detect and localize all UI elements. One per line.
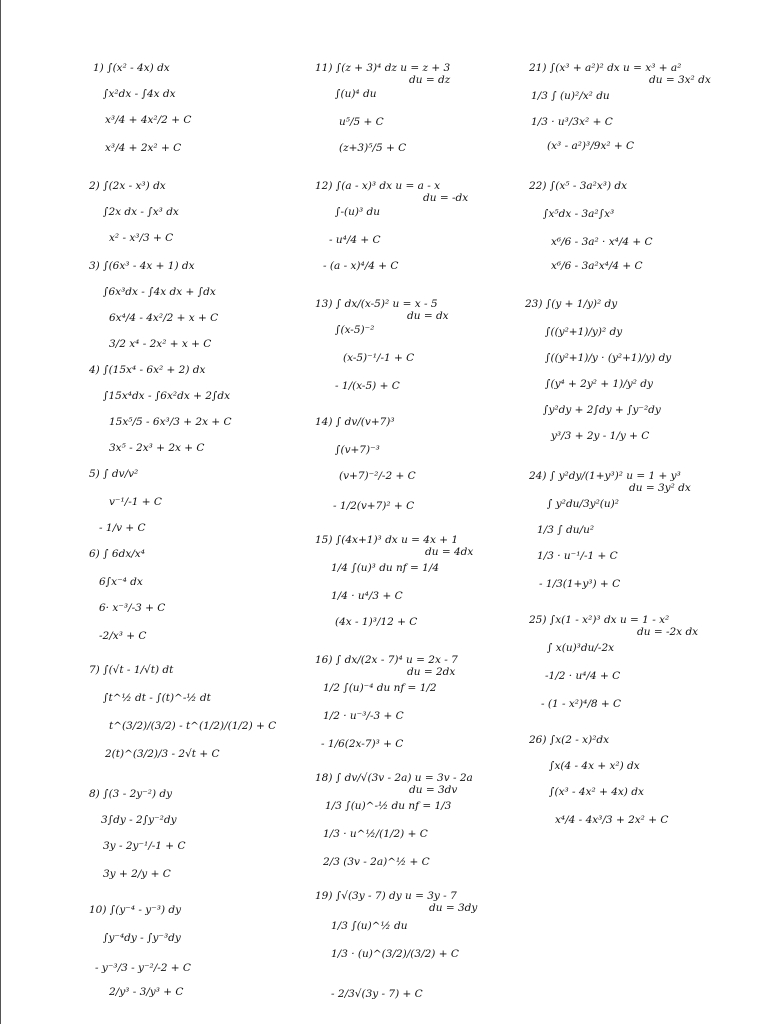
problem-line: ∫ y²du/3y²(u)²: [547, 498, 619, 510]
problem-line: ∫15x⁴dx - ∫6x²dx + 2∫dx: [103, 390, 231, 402]
problem-line: 22) ∫(x⁵ - 3a²x³) dx: [529, 180, 628, 192]
problem-line: (v+7)⁻²/-2 + C: [339, 470, 416, 482]
problem-line: 23) ∫(y + 1/y)² dy: [525, 298, 618, 310]
problem-line: 1/3 ∫(u)^½ du: [331, 920, 408, 932]
problem-line: 25) ∫x(1 - x²)³ dx u = 1 - x²: [529, 614, 670, 626]
problem-line: ∫6x³dx - ∫4x dx + ∫dx: [103, 286, 216, 298]
problem-line: ∫x⁵dx - 3a²∫x³: [543, 208, 615, 220]
problem-line: - (a - x)⁴/4 + C: [323, 260, 399, 272]
problem-line: u⁵/5 + C: [339, 116, 384, 128]
problem-line: - 1/v + C: [99, 522, 146, 534]
problem-line: 2) ∫(2x - x³) dx: [89, 180, 166, 192]
problem-line: ∫y⁻⁴dy - ∫y⁻³dy: [103, 932, 181, 944]
problem-line: du = dz: [409, 74, 451, 86]
problem-line: x² - x³/3 + C: [109, 232, 174, 244]
problem-line: x³/4 + 2x² + C: [105, 142, 182, 154]
problem-line: 5) ∫ dv/v²: [89, 468, 139, 480]
problem-line: du = 3dy: [429, 902, 478, 914]
problem-line: x³/4 + 4x²/2 + C: [105, 114, 192, 126]
problem-line: ∫(x³ - 4x² + 4x) dx: [549, 786, 644, 798]
problem-line: ∫((y²+1)/y)² dy: [545, 326, 623, 338]
problem-line: 1) ∫(x² - 4x) dx: [93, 62, 170, 74]
problem-line: 1/3 · u⁻¹/-1 + C: [537, 550, 618, 562]
problem-line: ∫(y⁴ + 2y² + 1)/y² dy: [545, 378, 653, 390]
problem-line: - 1/6(2x-7)³ + C: [321, 738, 404, 750]
problem-line: (x³ - a²)³/9x² + C: [547, 140, 635, 152]
problem-line: 14) ∫ dv/(v+7)³: [315, 416, 395, 428]
problem-line: ∫(x-5)⁻²: [335, 324, 375, 336]
problem-line: 15x⁵/5 - 6x³/3 + 2x + C: [109, 416, 232, 428]
problem-line: 13) ∫ dx/(x-5)² u = x - 5: [315, 298, 438, 310]
problem-line: 3y - 2y⁻¹/-1 + C: [103, 840, 186, 852]
problem-line: - 2/3√(3y - 7) + C: [331, 988, 423, 1000]
problem-line: 1/4 ∫(u)³ du nf = 1/4: [331, 562, 440, 574]
problem-line: 11) ∫(z + 3)⁴ dz u = z + 3: [315, 62, 451, 74]
problem-line: (4x - 1)³/12 + C: [335, 616, 418, 628]
problem-line: v⁻¹/-1 + C: [109, 496, 162, 508]
problem-line: - y⁻³/3 - y⁻²/-2 + C: [95, 962, 191, 974]
problem-line: -1/2 · u⁴/4 + C: [545, 670, 621, 682]
problem-line: 26) ∫x(2 - x)²dx: [529, 734, 610, 746]
problem-line: 15) ∫(4x+1)³ dx u = 4x + 1: [315, 534, 459, 546]
problem-line: (x-5)⁻¹/-1 + C: [343, 352, 415, 364]
problem-line: du = dx: [407, 310, 449, 322]
problem-line: du = -2x dx: [637, 626, 699, 638]
problem-line: 1/2 ∫(u)⁻⁴ du nf = 1/2: [323, 682, 437, 694]
problem-line: 1/2 · u⁻³/-3 + C: [323, 710, 404, 722]
problem-line: du = -dx: [423, 192, 469, 204]
problem-line: 24) ∫ y²dy/(1+y³)² u = 1 + y³: [529, 470, 681, 482]
problem-line: 6x⁴/4 - 4x²/2 + x + C: [109, 312, 219, 324]
problem-line: 12) ∫(a - x)³ dx u = a - x: [315, 180, 441, 192]
problem-line: 7) ∫(√t - 1/√t) dt: [89, 664, 174, 676]
problem-line: 1/3 · (u)^(3/2)/(3/2) + C: [331, 948, 459, 960]
problem-line: du = 3dv: [409, 784, 458, 796]
problem-line: 8) ∫(3 - 2y⁻²) dy: [89, 788, 173, 800]
problem-line: 16) ∫ dx/(2x - 7)⁴ u = 2x - 7: [315, 654, 458, 666]
problem-line: 6) ∫ 6dx/x⁴: [89, 548, 145, 560]
problem-line: ∫(u)⁴ du: [335, 88, 377, 100]
problem-line: 3x⁵ - 2x³ + 2x + C: [109, 442, 205, 454]
problem-line: x⁶/6 - 3a² · x⁴/4 + C: [551, 236, 653, 248]
problem-line: 19) ∫√(3y - 7) dy u = 3y - 7: [315, 890, 457, 902]
problem-line: ∫t^½ dt - ∫(t)^-½ dt: [103, 692, 211, 704]
problem-line: ∫ x(u)³du/-2x: [547, 642, 615, 654]
problem-line: 2(t)^(3/2)/3 - 2√t + C: [105, 748, 220, 760]
problem-line: ∫(v+7)⁻³: [335, 444, 380, 456]
problem-line: du = 3x² dx: [649, 74, 711, 86]
problem-line: 4) ∫(15x⁴ - 6x² + 2) dx: [89, 364, 206, 376]
problem-line: - 1/(x-5) + C: [335, 380, 400, 392]
problem-line: -2/x³ + C: [99, 630, 147, 642]
problem-line: t^(3/2)/(3/2) - t^(1/2)/(1/2) + C: [109, 720, 277, 732]
problem-line: 1/3 ∫ du/u²: [537, 524, 595, 536]
problem-line: ∫x(4 - 4x + x²) dx: [549, 760, 640, 772]
problem-line: 6· x⁻³/-3 + C: [99, 602, 166, 614]
problem-line: 1/4 · u⁴/3 + C: [331, 590, 403, 602]
problem-line: 21) ∫(x³ + a²)² dx u = x³ + a²: [529, 62, 682, 74]
problem-line: 3y + 2/y + C: [103, 868, 171, 880]
problem-line: 1/3 ∫ (u)²/x² du: [531, 90, 610, 102]
problem-line: ∫-(u)³ du: [335, 206, 381, 218]
problem-line: ∫y²dy + 2∫dy + ∫y⁻²dy: [543, 404, 661, 416]
problem-line: 2/y³ - 3/y³ + C: [109, 986, 184, 998]
problem-line: 3) ∫(6x³ - 4x + 1) dx: [89, 260, 195, 272]
problem-line: du = 2dx: [407, 666, 456, 678]
problem-line: 3∫dy - 2∫y⁻²dy: [101, 814, 177, 826]
problem-line: ∫x²dx - ∫4x dx: [103, 88, 176, 100]
problem-line: 18) ∫ dv/√(3v - 2a) u = 3v - 2a: [315, 772, 473, 784]
problem-line: 2/3 (3v - 2a)^½ + C: [323, 856, 430, 868]
problem-line: 3/2 x⁴ - 2x² + x + C: [109, 338, 212, 350]
problem-line: du = 4dx: [425, 546, 474, 558]
problem-line: 1/3 ∫(u)^-½ du nf = 1/3: [325, 800, 452, 812]
problem-line: (z+3)⁵/5 + C: [339, 142, 407, 154]
problem-line: - 1/2(v+7)² + C: [333, 500, 415, 512]
problem-line: 1/3 · u³/3x² + C: [531, 116, 613, 128]
problem-line: 6∫x⁻⁴ dx: [99, 576, 143, 588]
problem-line: x⁴/4 - 4x³/3 + 2x² + C: [555, 814, 669, 826]
problem-line: - u⁴/4 + C: [329, 234, 381, 246]
problem-line: 10) ∫(y⁻⁴ - y⁻³) dy: [89, 904, 182, 916]
problem-line: y³/3 + 2y - 1/y + C: [551, 430, 650, 442]
problem-line: x⁶/6 - 3a²x⁴/4 + C: [551, 260, 643, 272]
problem-line: du = 3y² dx: [629, 482, 691, 494]
problem-line: 1/3 · u^½/(1/2) + C: [323, 828, 428, 840]
problem-line: ∫2x dx - ∫x³ dx: [103, 206, 179, 218]
problem-line: - (1 - x²)⁴/8 + C: [541, 698, 622, 710]
problem-line: - 1/3(1+y³) + C: [539, 578, 621, 590]
problem-line: ∫((y²+1)/y · (y²+1)/y) dy: [545, 352, 672, 364]
